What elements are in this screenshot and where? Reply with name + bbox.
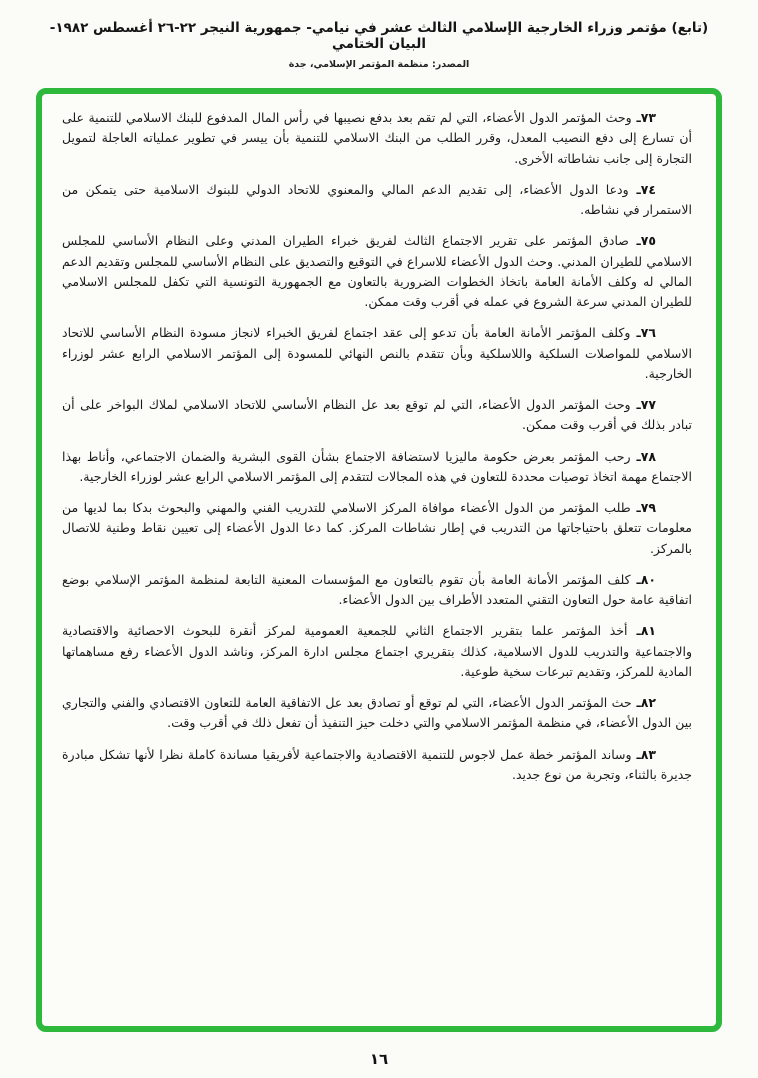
- paragraph: [62, 745, 692, 786]
- paragraph: [62, 570, 692, 611]
- paragraph: [62, 447, 692, 488]
- paragraph-text: وكلف المؤتمر الأمانة العامة بأن تدعو إلى عقد اجتماع لفريق الخبراء لانجاز مسودة النظام الأساسي للاتحاد الاسلامي للمواصلات السلكية واللاسلكية وبأن تتقدم بالنص النهائي للمسودة إلى المؤتمر الاسلامي الرابع عشر لوزراء الخارجية.: [62, 325, 692, 381]
- paragraph-number: ٧٨ـ: [630, 448, 656, 464]
- paragraph-text: حث المؤتمر الدول الأعضاء، التي لم توقع أو تصادق بعد عل الاتفاقية العامة للتعاون الاقتصادي والفني والتجاري بين الدول الأعضاء، في منظمة المؤتمر الاسلامي والتي دخلت حيز التنفيذ أن تفعل ذلك في أقرب وقت.: [62, 695, 692, 731]
- paragraph: [62, 180, 692, 221]
- paragraph-number: ٨١ـ: [627, 623, 656, 639]
- paragraph: [62, 108, 692, 169]
- paragraph-text: طلب المؤتمر من الدول الأعضاء موافاة المركز الاسلامي للتدريب الفني والمهني والبحوث بدكا بما لديها من معلومات تتعلق باحتياجاتها من التدريب في إطار نشاطات المركز. كما دعا الدول الأعضاء إلى تعيين نقاط وطنية للاتصال بالمركز.: [62, 500, 692, 556]
- paragraph-text: وساند المؤتمر خطة عمل لاجوس للتنمية الاقتصادية والاجتماعية لأفريقيا مساندة كاملة نظرا لأنها تشكل مبادرة جديرة بالثناء، وتجربة من نوع جديد.: [62, 746, 692, 782]
- paragraph: [62, 395, 692, 436]
- paragraph-number: ٨٣ـ: [631, 746, 657, 762]
- page-footer: [0, 1049, 758, 1068]
- page-header: [0, 0, 758, 70]
- paragraph: [62, 693, 692, 734]
- paragraph-text: ودعا الدول الأعضاء، إلى تقديم الدعم المالي والمعنوي للاتحاد الدولي للبنوك الاسلامية حتى يتمكن من الاستمرار في نشاطه.: [62, 181, 692, 217]
- paragraph-number: ٧٣ـ: [631, 110, 657, 125]
- paragraph-text: كلف المؤتمر الأمانة العامة بأن تقوم بالتعاون مع المؤسسات المعنية التابعة لمنظمة المؤتمر الإسلامي بوضع اتفاقية عامة حول التعاون التقني المتعدد الأطراف بين الدول الأعضاء.: [62, 571, 692, 607]
- paragraph: [62, 498, 692, 559]
- document-title: (تابع) مؤتمر وزراء الخارجية الإسلامي الثالث عشر في نيامي- جمهورية النيجر ٢٢-٢٦ أغسطس ١٩٨٢- البيان الختامي: [49, 20, 709, 52]
- paragraph-text: أخذ المؤتمر علما بتقرير الاجتماع الثاني للجمعية العمومية لمركز أنقرة للبحوث الاحصائية والاقتصادية والاجتماعية والتدريب للدول الاسلامية، كذلك بتقريري اجتماع مجلس ادارة المركز، وناشد الدول الأعضاء رفع مساهماتها المادية للمركز، وتقديم تبرعات سخية طوعية.: [62, 623, 692, 679]
- paragraph-text: وحث المؤتمر الدول الأعضاء، التي لم تقم بعد بدفع نصيبها في رأس المال المدفوع للبنك الاسلامي للتنمية على أن تسارع إلى دفع النصيب المعدل، وقرر الطلب من البنك الاسلامي للتنمية بأن ييسر في تطوير عملياته العاجلة لتمويل التجارة إلى جانب نشاطاته الأخرى.: [62, 110, 692, 166]
- paragraphs-container: [62, 108, 692, 785]
- paragraph-number: ٧٦ـ: [630, 325, 657, 341]
- paragraph: [62, 621, 692, 682]
- content-border-box: [36, 88, 722, 1032]
- paragraph-number: ٧٤ـ: [628, 181, 657, 197]
- paragraph-number: ٧٩ـ: [630, 500, 657, 515]
- paragraph-text: رحب المؤتمر بعرض حكومة ماليزيا لاستضافة الاجتماع بشأن القوى البشرية والضمان الاجتماعي، وأناط بهذا الاجتماع مهمة اتخاذ توصيات محددة للتعاون في هذه المجالات لتتقدم إلى المؤتمر الاسلامي الرابع عشر لوزراء الخارجية.: [62, 448, 692, 484]
- document-source: المصدر: منظمة المؤتمر الإسلامي، جدة: [288, 59, 470, 70]
- paragraph: [62, 323, 692, 384]
- paragraph-number: ٨٢ـ: [631, 695, 656, 710]
- paragraph-number: ٨٠ـ: [630, 571, 656, 587]
- paragraph: [62, 231, 692, 312]
- paragraph-text: صادق المؤتمر على تقرير الاجتماع الثالث لفريق خبراء الطيران المدني وعلى النظام الأساسي للمجلس الاسلامي للطيران المدني. وحث الدول الأعضاء للاسراع في التوقيع والتصديق على النظام الأساسي للمجلس وتقديم الدعم المالي له وكلف الأمانة العامة باتخاذ الخطوات الضرورية بالتعاون مع الجمهورية التونسية التي تكفل للمجلس الاسلامي للطيران المدني سرعة الشروع في عمله في أقرب وقت ممكن.: [62, 233, 692, 309]
- paragraph-text: وحث المؤتمر الدول الأعضاء، التي لم توقع بعد عل النظام الأساسي للاتحاد الاسلامي لملاك البواخر على أن تبادر بذلك في أقرب وقت ممكن.: [62, 397, 692, 433]
- paragraph-number: ٧٧ـ: [630, 397, 657, 412]
- page-number: ١٦: [369, 1050, 389, 1068]
- paragraph-number: ٧٥ـ: [628, 233, 656, 249]
